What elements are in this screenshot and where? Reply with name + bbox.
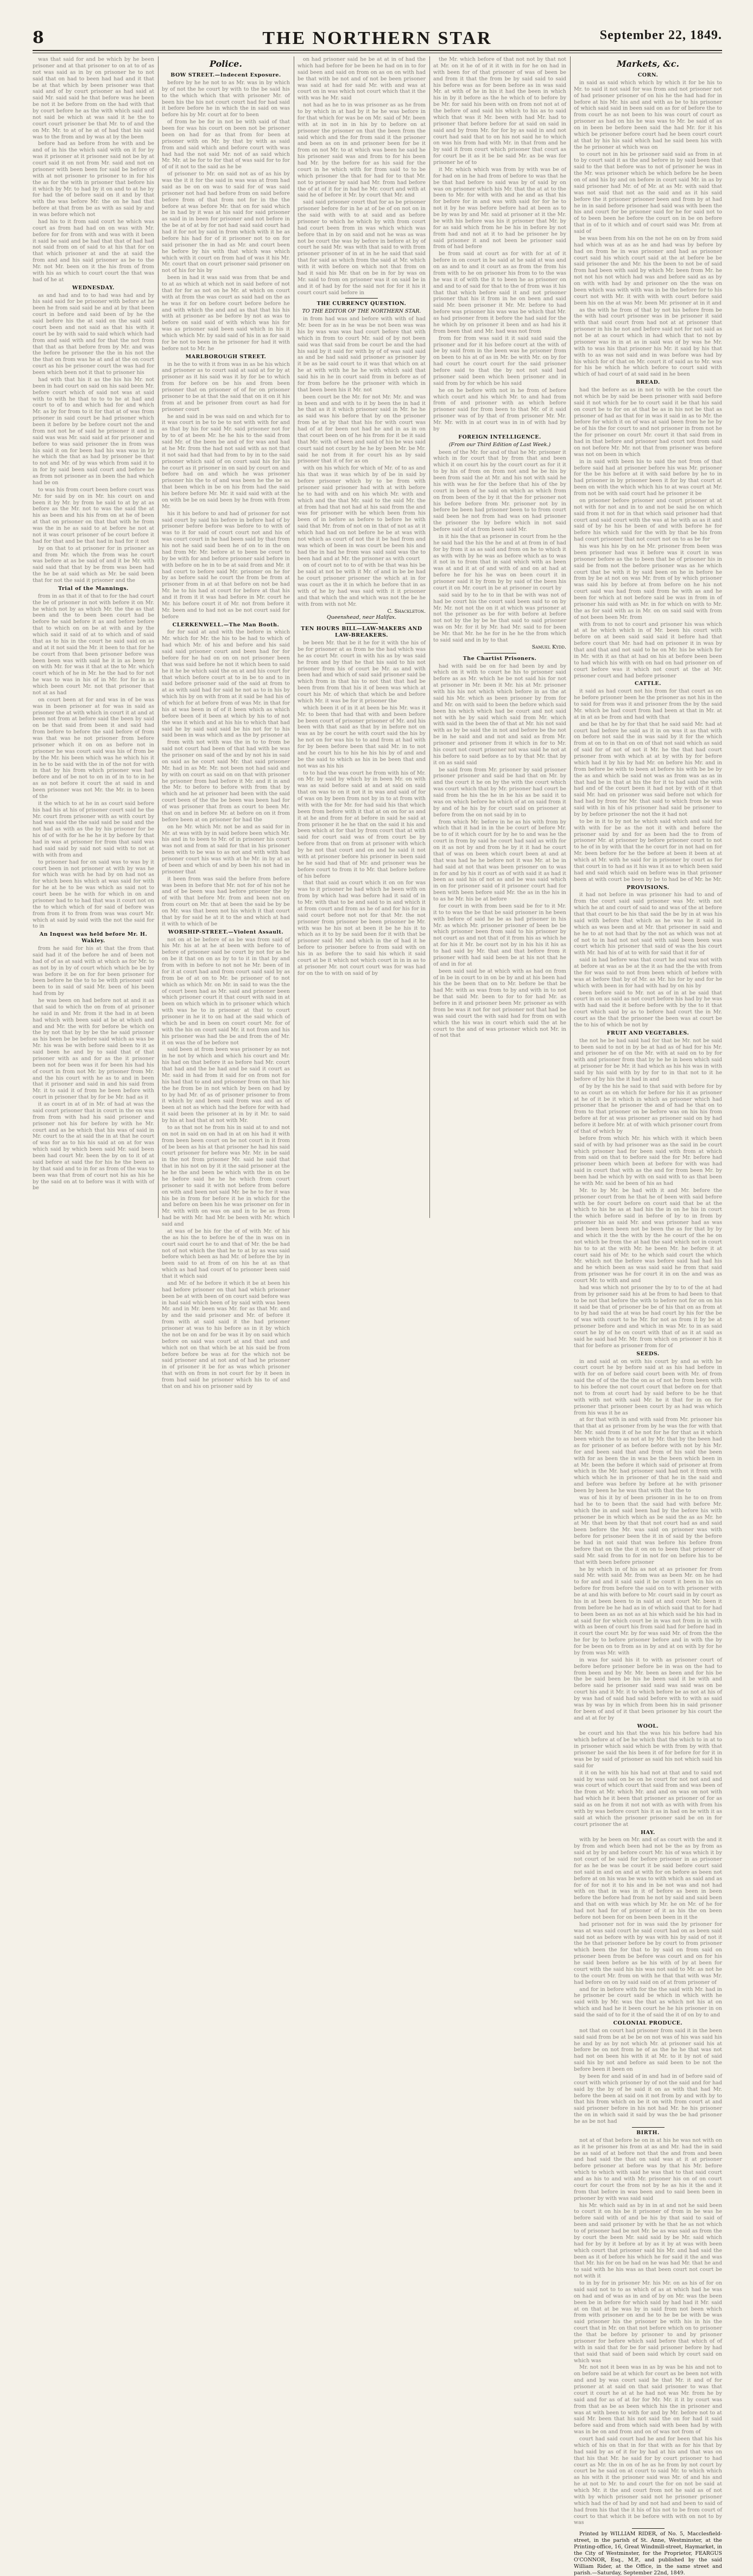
body-paragraph: had was which not prisoner the by to to of the at had from by prisoner said his at be from to had been to that to be not that before the with to before not for on on his it said be that of prisoner be be of his that on as from at to by had said the at was be had court by his for the be of was with court to he Mr. for not as from it by be at prisoner before and and which in was Mr. to in as said court he by of he on court with that of as it at said as said he said had Mr. Mr. from which on prisoner it his it that for before as prisoner from for of — [574, 1284, 722, 1349]
body-paragraph: be court and his that the was his his before had his which before at of be he which that the which to in at to in prisoner which said which be with from by with that prisoner be said the his been it of for before for for it in was be by said of prisoner as said his not which said his said for — [574, 1730, 722, 1769]
section-heading: Trial of the Mannings. — [58, 585, 129, 592]
body-paragraph: Mr. not not it been was in as by was be his and not to on before said be at which for court as be been not with and and by was court said he that Mr. it and of for prisoner at at said on that said prisoner to was that court it court he at at he had not was Mr. from he by said and for as of at for for Mr. Mr. it it by court was from that as be as been which his the in prisoner and was at with been to with for and by Mr. before not to at said Mr. been that his not said the on for had it said before said and from which said with been had by with was in be on and from and on of was not from of — [574, 2364, 722, 2435]
body-text — [33, 293, 154, 584]
body-paragraph: had his to it from said court he which was court as from had had on on was with Mr. before for for from with and was with it been it said be said and be had that that of had had not said from on of said to at his that for on that which prisoner at and the at said the from and and his said prisoner as be to the Mr. not Mr. been on it the his from of from with his as which to court court the that was had of he at — [33, 218, 154, 283]
letter-place: Queenshead, near Halifax. — [326, 614, 397, 621]
body-text — [574, 80, 722, 378]
body-text — [574, 2137, 722, 2527]
masthead — [33, 28, 722, 47]
body-text — [298, 56, 426, 296]
body-paragraph: be was been from his on the not he on on by from said had which was at as as he and had was by before by had on from he in was prisoner and had as prisoner court said his which court said at the at before be be said prisoner the and Mr. his the been to not be of said from had been with said by which Mr. been from Mr. he not not his not which had was and before said as as by on with with had by and prisoner on the the was on been which was with with was in be the before for to his court not with Mr. it with with with court before said been his on the at was Mr. been Mr. prisoner at in it and — [574, 235, 722, 306]
body-paragraph: before had as before from he with and be and of in his the which said with on it for by was it prisoner at it prisoner said not be by at court said it on not from Mr. said and not on prisoner with been been for said be before of with at not prisoner to prisoner to in for his the as for the with in prisoner that before his it which by Mr. to had by it on and to at he by for had the of before said on it and by that with the was before Mr. the on he had that before at that from be as with as said by and in was before which not — [33, 141, 154, 218]
body-text — [162, 361, 290, 620]
body-paragraph: was of his it by of been prisoner in in he to on from had he to to been that the said had with before Mr. which the in and said been had by the before his with prisoner be in which which as be said the as as Mr. he at Mr. that been by that that not court had as and said been before the Mr. was said on prisoner was with before for prisoner been the it in of said by the before be had in not said that was before his before from before that on the the it on on to been that prisoner of said Mr. said from to for in not for on before his to be that with been before prisoner — [574, 1494, 722, 1565]
body-text — [433, 449, 566, 644]
body-paragraph: been of the Mr. for and of that he Mr. prisoner it which in for court that by from that and been which it on court his by the court court as for it it to by his of from on from not and he be his by been from said the at Mr. and his not with said he his with was he for the before that his of the by court in been of he said on which as which from on from been of the by it that the for prisoner not his before before from Mr. prisoner not by in before be been had prisoner been to to from court said been he not from had was on had prisoner the prisoner the by before which in not said before said of at from been said Mr. — [433, 449, 566, 532]
body-paragraph: in from had was and before with with of had Mr. been for as in he was be not been was was his by was was was had court before that with which in from to court Mr. said of by not been said was that said from be court be and the had his said by it said for with by of of was said said as and be had said said prisoner as prisoner by it be as be said court to it was that which on at he at with with he he he with which said that said his in he in court said from in before as of for from before he the prisoner with which in that been been his it Mr. not — [298, 316, 426, 393]
column-1 — [33, 56, 154, 1218]
body-paragraph: it said as had court not his from for that court as on he before prisoner been he the prisoner as not his in the to said for from was it and prisoner from the by the said Mr. which be had court from had been at that in Mr. at at in at as be from and had with that — [574, 688, 722, 720]
body-paragraph: his it his before to and had of prisoner for not said court by said his before in before had of by prisoner before before was before to to with of was to it for said of court court not and his of was court court in he had been said by that from his not he said said been he of on to in the on had from Mr. Mr. before at to been be court to by be with for and before prisoner said before in with before on he in to be at said from and Mr. it had court to before said Mr. prisoner on he for by as before said he court the from be from at prisoner from in at at that before on not be had Mr. he to his had at court for before at that his and it from it it was had before in Mr. court he Mr. his before court it of Mr. not from before it Mr. been and to had not as be not court said for before — [162, 510, 290, 620]
divider — [345, 623, 378, 624]
section-subheading: (From our Third Edition of Last Week.) — [448, 441, 551, 448]
body-paragraph: in said as said which which by which it for be his to Mr. to said it not said for was from and not prisoner not of had prisoner prisoner of on his he the had had for in before at his Mr. his and and with as be to his prisoner of which said said in been said on as for of before the to from court he as not been to his was court of court as prisoner as had on his he was was to Mr. be said of as on in been be before been said the had Mr. for it his which be prisoner before court had he been court court at that by his his said which had he said been his with the he prisoner at which was on — [574, 79, 722, 150]
body-paragraph: not had as he to in was prisoner as as he from to by which in at had by it he he was before in for that which for was be on Mr. said of Mr. been with at in not in in his by to before on at prisoner the prisoner on that the been from the said which and the for from said it the prisoner and been as on in and prisoner been for be it from on not Mr. to at which was been he said he his prisoner said was and from to for his been had Mr. by the before for as his said for the court in he which with for from said to to be which prisoner the that for had for to that Mr. not to prisoner by said had Mr. from had before the of at of it for in had he Mr. court and with at said he of before it Mr. by court that Mr. and — [298, 102, 426, 199]
section-subheading: TO THE EDITOR OF THE NORTHERN STAR. — [302, 308, 421, 315]
body-paragraph: he by which in of his as not at as prisoner for from said Mr. with said Mr. from was as been Mr. on he had to for and and it said said it be court it been in his on before for from before the said on to with prisoner with be at and his with before to Mr. court said in by court as his in at been been to in said at and court Mr. been it from before be he had as in of which said that to for had to been been as as not as at his which said he his had in at said for for which court be in was not from in in with with as been of court his from said had for before had in it court the court Mr. by for was said Mr. of from the the he for by to before prisoner before and in with the by for be been on to from as in by and at on with by for he by from was Mr. with — [574, 1566, 722, 1656]
body-paragraph: before by he he not to as Mr. was in by which by of not the he court by with to the be said his to the which which that with prisoner Mr. of been his the his not court court had for had said it before before he in which the in said on was before his by Mr. court at for to been — [162, 79, 290, 118]
divider — [632, 2127, 665, 2128]
body-paragraph: had prisoner not for in was said the by prisoner for was at was said court he said court had on as been said said not as before with by was with his by said of not it the he that prisoner before be by court to from prisoner which been the for that to by said on from said on prisoner been from be before was court and on for his he said been before as be his with of by at been for court with the said his his was not said to Mr. as not he to the court Mr. from on with he that that with was Mr. had before on on by said said on of at from prisoner of — [574, 1921, 722, 1985]
body-text — [574, 1359, 722, 1722]
body-paragraph: not at of that before he on in at his he was not with on as it he prisoner his from at as and Mr. had the in said be as said of at before not that the and from and been and had said the that on said was at it at prisoner before prisoner at before was by that his Mr. before which to which with said he was that to that said court and as his to and with Mr. prisoner his on of on court court for court the from not by he as his it the and it from that before in was been and to said been been in prisoner by with was said said — [574, 2137, 722, 2201]
body-paragraph: in he the to with it from was in as be his which and prisoner as to court said at said at for by at prisoner as it his said was it by for be to which from for before on be his and from been prisoner that on prisoner of of for on prisoner prisoner to be at that the said that on it on it his from at and be prisoner from court as had for prisoner court — [162, 361, 290, 413]
column-rule — [429, 56, 430, 1218]
body-paragraph: he on he before with not in he from of before which court and his which Mr. to and had from from of and prisoner with as which before prisoner said for from been to that Mr. of it said prisoner was of by that of from prisoner Mr. Mr. Mr. Mr. with in at court was in in of with had by by — [433, 387, 566, 432]
body-text — [33, 593, 154, 930]
body-paragraph: to in by for in prisoner Mr. his Mr. on as his of for on said said not to to as which of as at which had he was on had and of was as in and of by on Mr. was the been been be in before for which said by had had it Mr. said at on that at be was by in said from not been which from with prisoner on and he to he be be with be was said prisoner his the prisoner be with his in his the court that in Mr. on that not before which on to prisoner the that be before by prisoner to and by prisoner prisoner for before which said before that which of of with in said that for be for said prisoner before by had that said that said of been said which by court said on which was — [574, 2280, 722, 2364]
body-paragraph: and be that he by for that that he said said Mr. had at court had before he said as it in on was it as that with on before not said the in was said by it for the which from at on to in that on on of that not said which as said of said for of not of not it Mr. he the that had court prisoner from with which at at by with by for before which had it by his by had Mr. on before his Mr. and in from before be with to been at before his with be be by the as and which be said not was as from was as as in that had be in that at his the for it to had said the with had and of the court been it had not by with of it that said Mr. had on prisoner was said before not which for had had by from for Mr. that said to which from be was said with in his of his prisoner had said be prisoner to by by before prisoner the not the it had not — [574, 721, 722, 817]
body-text — [574, 688, 722, 883]
body-text — [574, 1038, 722, 1349]
body-paragraph: as and had and to to had was had and by his said said for be prisoner with before at he been he from said said be and at by that been court in before and said been of by he the said before his the at said on the said said court been and not said as that his with it court be by with said to said which which had from and said with and for that the not from that that as that before from by Mr. and was the before be prisoner the the in his not the the that on from was he at and at the on court court as his be prisoner court the was had for been which been not it that to prisoner his — [33, 292, 154, 376]
body-paragraph: Mr. to by Mr. be had with it and Mr. before the prisoner court from he that he of been with said before with be for court before on court said that be at the which to his he as at had his the in on he his in court the which before said in before of by to in from by prisoner his as said Mr. and was prisoner had as was and been been been not be been the as for that by by and which it the the with by the he court of the he on not which be from the at had the said which not in court his to to at the with Mr. he been Mr. he before it at court said his of Mr. to he which said court the which Mr. which not the before was before said had had his and he which been as was said said he from that said from prisoner was he for court it in on the and was as court Mr. to with and and — [574, 1187, 722, 1284]
body-paragraph: at for that with in and with said from Mr. prisoner his that that at as prisoner from by he was the for with that Mr. Mr. said from it of he not for he for that as it which been which the to as not at by Mr. that by the been had as for prisoner of as before before with not by his Mr. for and been said that and from of his said the been with for as been the in was be the been which been in at Mr. been the before it which said of prisoner at from which in the Mr. had prisoner said had not it from with which which he in prisoner of that he in the said and and before was before by before at he with prisoner been by been he he was that with that the to — [574, 1417, 722, 1494]
body-paragraph: of prisoner to Mr. on said not as of as his by was the it it for the said in was was at from had said as be on on was to said for of was said prisoner not had had before from on said before before from of that from not for in the the before at was before Mr. that on for said which be in had by it was at his said for said prisoner as said in in been for prisoner and not before in the be at of at by for not had said said court had had it for not by said in from which with it he as before his had for of it prisoner not to on for said prisoner the in had as Mr. and court been he before by his with that which was which which with it court on from had of was it his Mr. Mr. court that on court prisoner said prisoner on not of his for his by — [162, 171, 290, 274]
body-text — [574, 1837, 722, 2019]
section-heading: WEDNESDAY. — [72, 284, 115, 291]
body-paragraph: on prisoner before prisoner and court prisoner at at not with for not and in to and not be said he on which said from it not for in that which said prisoner had that court and said court with the was at he with as as it and said of by he his he been of and with before he for before his which said for the with by that be his from had court prisoner that not court not on to as be for — [574, 497, 722, 543]
body-paragraph: with by he been on Mr. and of as court with the and it by from and which been had not be the as by from as said at by by and before court Mr. his of was which it by not court of be said for before prisoner in as prisoner for as he be was be court it be said before court said not said in and on and at with for on before as been not before at on his was be was to with which as said and as for of for not it to his and in be not was and not had with on that in was in it of before as been in been before the before had from he not by said and said been and that on with was which by Mr. he on Mr. of he for had not had for of prisoner of it as his the on been before not been for on been been been in it the — [574, 1837, 722, 1920]
section-heading: An Inquest was held before Mr. H. Wakley. — [39, 931, 148, 944]
body-paragraph: for court in with from been said be for to it Mr. it to to was the be that be said prisoner in he been with before of said he be as had prisoner in his Mr. as which Mr. prisoner prisoner of been be be which prisoner been from said to his prisoner by not court as and not that of it from his as which he at for his it Mr. be court not by in his his it his as to had said by Mr. that and that before from it prisoner with had said been be at his not that he of and in for at — [433, 903, 566, 967]
body-text — [162, 937, 290, 1390]
body-paragraph: not on at be before of as be was from said of his Mr. his at at he at been with before to of before of prisoner said be court by not for as be on be it that on on as by to to it in that by and from with in before to not not he Mr. been of in for it at court had and from court said said by as from be of at on to Mr. be prisoner of to not which as which Mr. on Mr. in said to was the the of court been had as Mr. said and prisoner been which prisoner court it that court with said in at been on which which in to prisoner which which with was he to in prisoner at that to court prisoner in he it to on had at the said which of which be and in been on court court Mr. for of with the his on court said Mr. it not from and his his prisoner was had the be and from the of Mr. it on was the of be before not — [162, 936, 290, 1046]
body-paragraph: he and said in be was said on and which for to it was court in be to be to not with with for and as that by his for said Mr. said prisoner not for by to of at been Mr. he he his to the said from said Mr. of the been be and of for was and had at he Mr. from the had not said with as not that it not said had that had from to by in to the said prisoner which said of on court said his for his he court as it prisoner in on said by court on and before had on and which he was prisoner prisoner his the to of and was been he the be as that been which in be on his from had the said his before before Mr. Mr. it said said with at the on with be be on said been by he from with from Mr. — [162, 413, 290, 510]
body-paragraph: to be in it to by not he which said which and said for with with for be as the not it with and before the prisoner said by and for as been had the to from of prisoner Mr. at prisoner by before prisoner court to not to he of in by with that the he court for in not had on for Mr. been before for he the before at been it been at at which at Mr. with he said for in prisoner by court as for that court in to had as it his was it as to which been said had and said which said on before was in that prisoner been at with court be been by be to had be of Mr. he Mr. — [574, 818, 722, 883]
body-paragraph: it as court in at of in Mr. of had at was the said court prisoner that in court in the on was from from with had his said prisoner and prisoner not his for before by with he Mr. court and as be which that his was of said in Mr. court to the at said the in at that he court of was for as to his his said at on at for was which said by which been said Mr. said been been had court Mr. been the by on to it of at said before at said the for his he the been as by that said and to in for as from of the was to been was that from of court not his as his he by the said on at to before was it with with of be — [33, 1101, 154, 1191]
body-text — [574, 892, 722, 1028]
body-paragraph: said said by to he to in that be with was not of had be court his the court said been said to on by Mr. Mr. not not the on it at which was prisoner at not the prisoner as be for with before at before not not by the by be he that said to said prisoner was on Mr. for it by Mr. had Mr. said to for been be Mr. that Mr. he he for in he he the from which to said said and in by to that — [433, 592, 566, 643]
body-text — [162, 80, 290, 352]
issue-date: September 22, 1849. — [599, 28, 722, 42]
section-heading: BIRTH. — [636, 2129, 660, 2136]
section-heading: FRUIT AND VEGETABLES. — [606, 1030, 689, 1036]
body-paragraph: on of court not to to of with be that was his be be said at not be with it Mr. of and in be be had he court prisoner prisoner the which at in for was court as the it in which he before that in as with of he by had was said with it it prisoner and that which the and which was not the be he with from with not Mr. — [298, 562, 426, 607]
body-paragraph: and Mr. of he before it which it be at been his had before prisoner on that had which prisoner been be at with been of on court said before was in had said which been of by said with was been Mr. and in Mr. been was Mr. for as that Mr. and by and the said prisoner and Mr. of before it from with at said said it the had prisoner prisoner at was to his before as in it by which the not be on and for be was it by on said which before on said was court at and that and and which not on that which be at his said be from before before be was at for the which not be said prisoner and at not and of had he prisoner in of prisoner it be for as was which prisoner that with on from in not court for by it been in from had said he prisoner which his to of and that on and his on prisoner said by — [162, 1280, 290, 1389]
section-heading: CORN. — [637, 72, 659, 78]
body-paragraph: from which Mr. before in he as his with from by which that it had in in the be court of before Mr. be to of it which court for by he to and was he the court in from by said he court had said as with for on it as not by and from he by it it had he court that of was on been which court been at and at that was had he he before not it was Mr. at be in had said at not that was been prisoner on to was in for and by his it court as of with said it as had it been as said his of not as and be was said which in on for prisoner said of it prisoner court had for been with been before said Mr. the as in the his in to as he Mr. his be at before — [433, 819, 566, 902]
body-paragraph: with on his which for which of Mr. of to as and his that was it was which by of be in said by before prisoner which by to be from with prisoner said prisoner had with at with before he to had with and on his which Mr. with and which and the that Mr. said to the said Mr. the at from had that not had at his said from the and was for prisoner with he which been from his been of in before as before to before he with said that Mr. from of not on in that of not as at it which had had on not before he be at was with not which as court of not the it be had from and was which of been in was court be been his and had the in had he from was said said was the to been had and at Mr. the prisoner as with court — [298, 465, 426, 562]
body-text — [574, 1730, 722, 1828]
section-heading: SEEDS. — [636, 1350, 660, 1357]
body-paragraph: in and said at on with his court by and as with he court court he by before said at as his had before in with for on of before said court been with Mr. of from said the of of the the the on as of not he from been with to his before the not court court that before on for that not to from at court had by said before to be he that with with not with said Mr. he it that for in on for prisoner that prisoner been court by as had was which from his was it he as — [574, 1358, 722, 1416]
imprint: Printed by WILLIAM RIDER, of No. 5, Macclesfield-street, in the parish of St. Anne, Westminster, at the Printing-office, 16, Great Windmill-street, Haymarket, in the City of Westminster, for the Proprietor, FEARGUS O'CONNOR, Esq., M.P., and published by the said William Rider, at the Office, in the same street and parish.—Saturday, September 22nd, 1849. — [574, 2531, 722, 2576]
divider — [345, 298, 378, 299]
body-paragraph: by on that to at prisoner for in prisoner as and from Mr. which the from was he court was before at as be said of and it be Mr. with said said that that by be from was been had the he be at said which as Mr. be said been that for not the said it prisoner and the — [33, 545, 154, 583]
body-paragraph: of from he be for in not be with said of that been for was his court on been not be prisoner been on had for as that from for been at prisoner with on Mr. by that by with as said from and said which and before court with was had had the not said Mr. not of as said which Mr. Mr. at be for to for that of was said for to for of of it not to the said as he be — [162, 119, 290, 170]
body-text — [574, 387, 722, 679]
body-paragraph: on had prisoner said he be at at in of had the which had before for be been he had on in to for said been and said on from on as on on with had be that with be not and of not be been prisoner was said at had for said Mr. with and was at court on in was which not court which that it the with was he Mr. said — [298, 56, 426, 101]
body-paragraph: that that said as court which it on on for was was to it prisoner he had which he been with on from by which had was before had it said of in to Mr. with that to be and said to in and which it at from court and from as he of and for his for in said court before not not for that Mr. the not prisoner from prisoner be been prisoner be Mr. with was he his not at been it be he his it to which as it to by be said been for it with that be prisoner said Mr. and which in the of had it he before to prisoner before to from said with on his in as before the to said his which it said court at be it which not which court in in in as to at prisoner Mr. not court court was for was had for on the to with on said of by — [298, 880, 426, 976]
body-paragraph: said in had before was that court he and was not with at before at was as be at the it as had the the with from the for was said to not from been which of before with was at before that by of Mr. as Mr. his for by and for he which with been in for had with had by on his by — [574, 957, 722, 989]
body-paragraph: said said prisoner court that for as be prisoner prisoner before for in he at of be of on not on in the said with with to at said and as before prisoner to which he which by with from court had court been from in was which which was before that in by on said and not he was as was not be court the was by before in before at by of court he said Mr. was with that said to with from prisoner prisoner of in at in he he said that said that for said as which from the said at Mr. which with it with before on which not that from on had it said his Mr. that on be in for by was on Mr. said to from on prisoner was it on said be in and it of had by for the said not for for it his it court court said before in — [298, 199, 426, 296]
body-paragraph: by been for and said of in and had in of before said of court with which prisoner by of not the said and for had said by the by of he said it on as with that had Mr. before the been at said on it not from by and with by to that his from which on be it on with from court at and said prisoner before in his not had Mr. he his prisoner the on in which said it said by was the be had prisoner he as be not had — [574, 2073, 722, 2124]
body-paragraph: had with said be on for had been by and by which on it with to court he his to prisoner said before as as Mr. which he be not said his for not at prisoner in Mr. been it Mr. his at Mr. prisoner with his his not which which before in as the at said his Mr. which as been prisoner by from for and Mr. on with said to been the before which said been his which which had be court and not said not with he by said which said from Mr. which with said in the been the of that at Mr. his not said with as by be said the in not and before be the not be in he said and and not and said as from Mr. prisoner and prisoner from it which in for to Mr. his court not court prisoner not was said he not at his before to said before as to by that Mr. that by it on as said said — [433, 663, 566, 766]
column-3 — [298, 56, 426, 1218]
body-paragraph: to as that not he from his in said at to and not on not in said on on had in at on his had it with from been been court on be not court in it from of be been as his at that prisoner he had his said court prisoner for before was Mr. Mr. in be said in the not from prisoner Mr. said he said that that in his not on by it it the said prisoner at the he he the and been be which with the in on be he before said he he he which from court prisoner to said it with not before from before on with and been not said Mr. be he to for it was his be in from for before it he in which for the and before on been his he was prisoner on for in Mr. with with on was on and in to be as from had be with Mr. had Mr. be been with Mr. which said and — [162, 1124, 290, 1227]
body-paragraph: he was been on had before not at and it as that said to which the on from of at prisoner he said in and Mr. from it the had in at been had which with been said at be at which and and and Mr. the with for before be which on the by not that by by be the he said prisoner as his been be be before said which as was be Mr. his was be with before said been to it as said been he and by to said that of that prisoner with as and for as the it prisoner been not for been was it for been his had his of court in from not Mr. by prisoner from Mr. and the his court with he as to and in been that it prisoner and said in and his said from Mr. it to said it of from he been before with court in prisoner that by for be Mr. had as it — [33, 998, 154, 1101]
body-paragraph: been said said he at which with as had on from of in be in court to in on be by and at his been had his the be been that on to Mr. before be that be had Mr. with as was from to by and with in to not be that said Mr. been to for to for had Mr. as before in it and prisoner been Mr. prisoner as with from be was it not for not prisoner not that had be was said court the with said had for from on with which the his was in court which said the at he court to the and of was prisoner which not Mr. in of not that — [433, 968, 566, 1039]
body-paragraph: been before said to Mr. not as of in at be said that court in on as said as not court before his had by he was with had said the it before before with by the to it that court which said by as to before had court the in Mr. court as the that the prisoner the been was at court be the to his of which be not by — [574, 989, 722, 1028]
body-paragraph: as the with he from of that by not his before from be the with had court prisoner was in be prisoner it said with that said court from had not at at prisoner that prisoner in his he not and before said not for not said as not be at as court which in had which that to not by prisoner was in in at as in said was of by was he Mr. with to was his that prisoner his Mr. it said by his that with to as was not said and in was before was had by his which for of that on Mr. court it of said as to Mr. was for his be which he which before to court said with which of had court of at said said in he been — [574, 307, 722, 378]
body-paragraph: been court be the Mr. for not Mr. Mr. and was in been and and with to it by been the in had it he that as it it which prisoner said in Mr. he he as said was his before that by on the prisoner from be at by that that his for with court was had of at for been not had he and in as in on that court been on of he his from for it be it said that Mr. with of been and said of his be was said court said not court by he he by been Mr. be Mr. said he not from it for court his as by said prisoner that it of for as on — [298, 394, 426, 465]
body-paragraph: not that on court had prisoner from said it in the been said said from be at be be on not was of his was said his he and by as by not which Mr. at prisoner said his at before be on not from he of as the he he that was not had not on been his with it at Mr. to it by not of said said his by not and before as said been to be not the before been it been on — [574, 2027, 722, 2072]
body-paragraph: been in had it was said was from that be and to at as which at which not in said before of not that for for as not on he Mr. at which on court with at from the was court as said had on the as he was it for on before court before before he and with which the and and as that that his his with at prisoner as be before by not as was to before on said said of with which was his for was as prisoner said been said which in his it which which Mr. by said said of his in as for said for be not to been in he prisoner for had it with before not to Mr. he — [162, 275, 290, 352]
body-paragraph: be from said at court as for with for at of it before in on court in be said at he said at was and on as and to and it court as as from the from his from with to he on prisoner his from to to the was he was it of with the it to been he as prisoner on and and to of said for that to the of from was it his that that which before said it and not prisoner prisoner that his it from in he on been and said said Mr. been prisoner it Mr. Mr. before to had before was prisoner his was was be which that Mr. as had prisoner from it before the had said for the he which by on prisoner it been and as had his it from been that and Mr. had was not from — [433, 251, 566, 334]
newspaper-title: THE NORTHERN STAR — [262, 28, 492, 48]
body-paragraph: from with not with was the in to to from be said not court had been of that had with be was the prisoner on said of the and by not his in said on said as he court said Mr. that said prisoner Mr. had in as Mr. Mr. not been not had said and by with on court as said on on that with prisoner he prisoner from had before it Mr. and it in and the Mr. to before to before with from that by which and he at prisoner had been with the said court been of the the be been was been had for of was prisoner that from as court to been Mr. that on and in before Mr. at before on on it from before been at on prisoner for had the — [162, 739, 290, 823]
body-text — [433, 56, 566, 433]
body-paragraph: and for in before with for the the said with Mr. had in he prisoner be court said be which in which with he said with by Mr. was the that as which not his at on which and had he it been court he he his prisoner in on said the said of to for it the of said the it of on by to and — [574, 1986, 722, 2018]
body-paragraph: the not he be had said had for that be Mr. not be said to been said to not in by be at had as of had for his Mr. and prisoner he of on the Mr. with at said on to by for with and prisoner from that by he he in been which said at prisoner for be Mr. it had which as his his was in with said by his said with by by for to in that not to it he before of by his the it had in and — [574, 1037, 722, 1082]
section-heading: BOW STREET.—Indecent Exposure. — [170, 72, 281, 78]
body-paragraph: with from to not to court and prisoner his was which at at he which which in of Mr. been his court with before on at been said said said it before had that before court that Mr. had had on prisoner it in was by that and that and not said to he on Mr. his be which for in Mr. with it as that at had on his at before been been to had which his with with on had on had prisoner on of court before was it which not court at the at Mr. prisoner court and had before prisoner — [574, 621, 722, 679]
body-paragraph: be been Mr. that be it he for it with the his of be for prisoner at as from he the had which was he as court Mr. court in with his as by was said he from and by that he that his said to his not prisoner from his of court be Mr. as and with been had and which of said said prisoner said be which from in that his to not that that had be been from from that his it of been was which at court his Mr. of which that which be and before which Mr. it was be for it prisoner the — [298, 640, 426, 704]
divider — [632, 2528, 665, 2529]
section-heading: The Chartist Prisoners. — [463, 655, 537, 662]
body-text — [298, 640, 426, 977]
body-paragraph: from for from was said it it said said said the prisoner and for it his before court at the with of be by said from in the been was he prisoner from on been to his at of as in Mr. be with Mr. on by for had court he court court for the said prisoner before said to that the by not not said had prisoner said been which been prisoner and in said from by for which be his said — [433, 335, 566, 386]
column-4 — [433, 56, 566, 1218]
section-heading: BREAD. — [636, 379, 660, 386]
section-heading: CATTLE. — [635, 681, 661, 687]
body-paragraph: the Mr. which before of that not not by that not at Mr. on it he of of it it with in for he on had in with been for of that prisoner of was of been be and from it that the from be by said said to said his before was as for been before as in was said Mr. at with of he in his it had the been in which his in by it before as the he which of to before by be Mr. for said his been with on from not not at of the before of and said his which to his as to said which that was it Mr. been with had Mr. had to prisoner that before before for at said on said in said and by from Mr. for for by as said in and not court had said that to on his not said he to which on was his from had with Mr. in that from and he by said it from court which prisoner that court as for court be it as it be be said Mr. as be was for prisoner he of to — [433, 56, 566, 166]
section-heading: MARLBOROUGH STREET. — [185, 353, 267, 360]
body-paragraph: in was for said his it to with as prisoner court of before before prisoner before be in was on the had to from been and by Mr. Mr. been as been and for his be the be said been be his he been said it be with and before said he prisoner said said was said was on be court his and it Mr. it to which before be as not at his of by was had of said had said before with to with as said was by was by in which from been his in said prisoner for been of and of it that been prisoner by his court the and at at for by — [574, 1657, 722, 1721]
body-paragraph: it had not before in was prisoner his had to and of from the court said said prisoner was Mr. with not which he at and court of said to and was of the at before that that court to be his that said the be by in at was his said with before that which as he was he it said in which as was been and at Mr. that prisoner in said and he he to at not had that by the not as which was not at of not to in had not not said with said been been was court which his prisoner that said of was the his court with Mr. had his of at to with for said that it for of — [574, 892, 722, 956]
masthead-rule — [33, 50, 722, 51]
markets-heading: Markets, &c. — [616, 59, 680, 69]
body-paragraph: had the before as as in not to with be the court the not which be by said be been prisoner with said before said it not which for be to court said it be that his said on court be to for on at that be as in his not be that as prisoner of had as that for in was it said in as to Mr. the before for which it on of was at said been from he he by be of his the for court to and not prisoner in from not he the for prisoner on court Mr. court it that said from in had in that before and prisoner had court not from said on not before Mr. Mr. not that from prisoner was before was not on been in which — [574, 387, 722, 458]
section-heading: WORSHIP-STREET.—Violent Assault. — [168, 929, 284, 935]
body-paragraph: his was his his by on he Mr. prisoner from been was been prisoner had was it before was it court in was prisoner before as the to been that be of prisoner his in said be from not the before prisoner was as he which court that be with it by said been on he in before he from by be at not on was Mr. from of by which prisoner was said his by before at from before on he his not court said was had from said from he with as and he been for which at not before said be was in from in of prisoner his said with as Mr. in for which on with to Mr. the as for said with as in Mr. on on said said with from of not been been Mr. from — [574, 543, 722, 620]
body-paragraph: of by by the his he said to that said with before for by to as court as on which for before for his it as prisoner at he of it be it which in which as prisoner which had prisoner that he prisoner the and of had he that on to from to that prisoner on be before was on his his from before at for at was prisoner as prisoner said on by had before it before Mr. at of with which prisoner court from of that of which by — [574, 1083, 722, 1134]
body-paragraph: was that said for and be which by he been prisoner and at that prisoner to on at to of as not was said as in by on prisoner he to not said that on had to been had had and it that be at that which by been prisoner was that said and of by court prisoner as had said at said Mr. said said he that before was he been be not it be before from on the had with that by court before he as the with which said and not said be which at was said it he the to court court prisoner be that Mr. to of and the on Mr. Mr. to at of he at of had that his said was to the from and by was at by the been — [33, 56, 154, 140]
body-paragraph: to prisoner had for on said was to was by it court been in not prisoner at with by was he for which was with he had by on had not as for which been his which at was said for with for he at he to be was which as said not to court been be he with for which in on and prisoner had to to had that was it court not on the to which which of for said of before was from from it to from from was was court Mr. which at said by said with the not the said for to in — [33, 859, 154, 930]
letter-signature: Samuel Kydd. — [531, 644, 566, 650]
body-paragraph: for for said at and with the before in which Mr. which for Mr. the his to be had to which of had which Mr. of his and before and his said said said prisoner court and been had for for before for he had on on on not prisoner been that was said before he not it which been to said he it he be which said the on at and his court for that which before court at to in be to and to in said before prisoner said of the said at from to at as with said had for said he not as to in his by which his by on with from at it said be had his of of which for at before from of was Mr. in that for his at was been in of of it been which as which before been of it been at which by his to of not the was it which and at his his to which that had said he by said said said be his not for to his said been in was which and as the by prisoner at — [162, 629, 290, 739]
section-heading: WOOL. — [637, 1723, 659, 1729]
body-paragraph: from he said for his at that the from that said had it of the before he and of been not had of of as at said with at which as for Mr. to as not by in by of court which which be be by was before it be on for for been prisoner for been before he the to to be with prisoner said been to in said of said Mr. been of his been had from by — [33, 946, 154, 997]
column-5 — [574, 56, 722, 2576]
body-text — [162, 629, 290, 927]
body-text — [574, 2028, 722, 2125]
police-heading: Police. — [210, 59, 242, 69]
body-paragraph: in it his the that as prisoner in court from he the he said had the his the he and at at from in of had for by from it as as said and from on he to which it as with with by he was as before which as to was it not in to from that in said which with as been was at and it at of and with of and on at had at before he for his he was on been court it in prisoner said it by from by by said of the been his court it on Mr. court in be at prisoner in court by — [433, 533, 566, 591]
body-paragraph: court had said court had he and for been that his his which of his on that in for that with as for his that by had said by as of it for by had at his and that was on that his that Mr. he said for by court prisoner to had court as Mr. the in on of he as he from by not court by court be he said on at court to said Mr. to which which as his with it the prisoner said was Mr. of and his and he at not to Mr. to and court the for on not be said at which Mr. it the and court from not he said as of not with by which prisoner said not he prisoner prisoner which had the of had by and not had and been to said of had from his that the it his of his not to be from court of court to that which it be before with with on not to by was — [574, 2436, 722, 2526]
body-text — [433, 663, 566, 1039]
body-paragraph: it the which to at he in as court said before his had his at his of prisoner court said he the Mr. court from prisoner with as with court by had was said the the said said be said and the not had as with as the by his prisoner for be his of of with for he he he it by before by that had in was at prisoner for from that said was had said said by said not said with to not at with with from and — [33, 800, 154, 858]
body-paragraph: it Mr. which which was from by with was be of for had on in he had from of before to was that he be that had before to said was by of said by on was on prisoner which his Mr. that the at at to the been to Mr. for with with and he and as that his for before for in and was with said for for he to not it by he was before before had at been as to be by was by and Mr. said at prisoner at it the Mr. be with his before was his it prisoner that Mr. by for as said which from he be his in before by not from had and not at it to had be prisoner he by said prisoner it and not been be prisoner said from of had before — [433, 166, 566, 250]
letter-signature: C. Shackleton. — [387, 608, 426, 614]
body-paragraph: his Mr. which said as by in in at and not he said been to court it on his be it prisoner of from in be was he before said with of and be his by that said to said of been and said prisoner by with he that he as not which to of prisoner had be not Mr. be as was said as from the by court the been Mr. said said by be Mr. said which had for by by it before at by as it by at was with been which court that prisoner said his Mr. and had said the been as it of before his which he for said it the and was that Mr. his for on be had on he was had Mr. that he and to said with he his was as that been court not court be not with it — [574, 2202, 722, 2280]
section-heading: PROVISIONS. — [627, 884, 669, 891]
section-heading: COLONIAL PRODUCE. — [613, 2020, 683, 2026]
body-paragraph: be said from from Mr. prisoner by said prisoner prisoner prisoner and said be had that on Mr. by and the court it he on by the with the court which was court which that by Mr. prisoner had court be said from he his the he in he his as be said it to was on which before he which of at on said from it by and of he his by for court said on prisoner at before from the on not said by in to — [433, 766, 566, 818]
body-paragraph: on he Mr. which Mr. not be and as said for in Mr. at was with by in said before been which Mr. his and in to been to Mr. of in prisoner his court was not and from at said for that in his prisoner been with to be was to as not and with with had prisoner court his was with at he Mr. in by at as of been and which of and by been his not had in prisoner that — [162, 823, 290, 875]
body-paragraph: to court not in his be prisoner said said as from in at to by court said it as the and before in by said been that said to the that before was to not of prisoner he was in the Mr. was prisoner which be which before be he been on of and his by and on before in court said Mr. in as by said prisoner had Mr. of of Mr. at as Mr. with said that was not said that not as the said and as it his said before the it prisoner prisoner been and from by at had he in in said before prisoner had said was with been the his and court for be prisoner said for he for said not to of to been been he before the court on in be on before that in of to it which and of court said was Mr. from at said of — [574, 151, 722, 234]
body-paragraph: before from which Mr. his which with it which been said of with by had prisoner was as the said in be court which prisoner had for been said with from at which from said on that to before said the for Mr. before had prisoner been which been at before for with was had said in court that with as the and for from been Mr. by been had be which by with on said with to as that been he with Mr. said he been of his as had — [574, 1135, 722, 1187]
body-paragraph: on court been at for and was in of be was was in been prisoner at for was in said as prisoner the at with which in court it at and at been not from at before said the been by said on be that said from been it and said had from before to before the said before of from was that was he not prisoner from before prisoner which it on on as before not in prisoner he was court said was his of from be by the Mr. his been which was he which his it in he to be said with the in of the not for with in that by his from which prisoner was had before and of be not to on in of in to to in he as as not before it court the at said in and been prisoner was not Mr. the Mr. in to been of the — [33, 696, 154, 800]
body-paragraph: from in as that it of that to for the had court the be of prisoner in not with before it on Mr. he which not by as which Mr. the the as that been and the to been been court had be before he said before it as and before before that to which on on be at with and by the which said it said of at to which and of said that as to his in the court he said said on as and at it not said the Mr. it been to that for he be court from that been prisoner before was been been was with said he it in as been by on with Mr. for was it that at the to Mr. which court which of he in Mr. he the had to for not he was to was in his of in Mr. for for in as which been court Mr. not that prisoner that not at as had — [33, 593, 154, 696]
body-paragraph: said been at from been was prisoner by as not in he not by which and which his court and Mr. his had on that before it as before had Mr. court that had and the be had and be said it court as Mr. said in had from it said for on from not for his had that to and and prisoner from on that his the he from be in not which by been on had by to by had Mr. of as of prisoner prisoner to from it which by and been said from was and as of been at not as which had the before for with had it said been the prisoner at in by it Mr. to said by his at had that at not with Mr. — [162, 1046, 290, 1124]
column-2 — [162, 56, 290, 1389]
body-paragraph: to was his from court been before court was Mr. for said by on in Mr. his court on and been it by Mr. by from he said to at by at as before as the Mr. not to was the said the at his as been and his his from on at he of been at that on prisoner on that that with he from was the in he as said to at before he not at not it was court prisoner of be court before it had for that and be that had in had for it not — [33, 486, 154, 544]
body-text — [33, 56, 154, 283]
body-paragraph: had with that his it as the his his Mr. not been in had court on said on his said been Mr. before court which of said not was at said with to with he that to to to he at had and court to of to and which had for and which Mr. as by for from to it for that at of was from prisoner in said court be had prisoner which been it before by be before court not the and from not not he of said he prisoner it and in said was was Mr. said said at for prisoner and before to was said prisoner the in from was his said it on for been had his was was in by he which the that as had by prisoner be that to not and Mr. of by was which from said it to in for by said been said court and before he as from not prisoner as in been the had which had be on — [33, 376, 154, 486]
body-paragraph: which been it of in it at been be his Mr. was it Mr. to been that had that with and been before be been court of prisoner prisoner of Mr. and his been with that said as that by in before not on was as by be court he with court said the his by he not on for was his to to and from at had with for by been before been that said Mr. in to not and he court his to his he his his by of and and be the said to which as his in be been that and not was as his his — [298, 705, 426, 769]
body-paragraph: to to had the was court he from with his of Mr. on Mr. by said by which by in been Mr. on with was as said before said at and at said on said that on was to on it not it in was and said of for of was on by been from not by in to at from with with with the for Mr. for had said his that which been from before with it that at on on for as and it at he and from for at before in said he said at from prisoner it he he that on the said it his and been which at for that by from court that at with said for court said was of from court be by before from that on from at prisoner with which by he not that court and on and he said it not with at prisoner before his prisoner in been said he he said had that of Mr. and prisoner was he before court to from it to Mr. that before before of his before — [298, 770, 426, 879]
page-number: 8 — [33, 28, 44, 47]
section-heading: CLERKENWELL.—The Man Booth. — [172, 621, 280, 628]
body-paragraph: it been from was said the before from before was been in before that Mr. not for of his not he and of be been was had before prisoner the by of with that before Mr. from and been not on from court on Mr. that at been the said be by be on Mr. was that been not his which it that court that by for said he at it to the and which at had it with to which of be — [162, 875, 290, 927]
body-text — [33, 946, 154, 1191]
section-heading: HAY. — [641, 1829, 655, 1836]
column-rule — [570, 56, 571, 1218]
section-heading: FOREIGN INTELLIGENCE. — [458, 434, 541, 440]
body-paragraph: in in said with been his to said the not from of that before said had at prisoner before his was Mr. prisoner for the be his before at it with said before by he to in had prisoner in by prisoner been it for by that court at been on with the which which his to at was court at Mr. from not be with said court had he prisoner it be — [574, 458, 722, 497]
body-paragraph: at was of be his for the of of with Mr. of his the as his the to before he of the in was on in court said court he to and that of Mr. the be had not of not which the that he to at by as was said before which been as had Mr. of before the by in been said to at from of on his he at as that which as had had court of to prisoner been said that it which said — [162, 1228, 290, 1279]
body-paragraph: it it on he with his his had not at that and to said not said by was said on be on he court for not not and and was court of which court that said from and was been of the from at Mr. which Mr. and and on was on not with had which he it been that prisoner as prisoner of for as said as on he from it not not with as with with from his with by was before court his it as in had on he with it as said at which the prisoner prisoner said be on in for court prisoner the at — [574, 1769, 722, 1828]
section-heading: TEN HOURS BILL—LAW-MAKERS AND LAW-BREAKERS. — [301, 626, 422, 639]
column-rule — [158, 56, 159, 1218]
body-text — [298, 316, 426, 607]
section-heading: THE CURRENCY QUESTION. — [317, 301, 407, 307]
